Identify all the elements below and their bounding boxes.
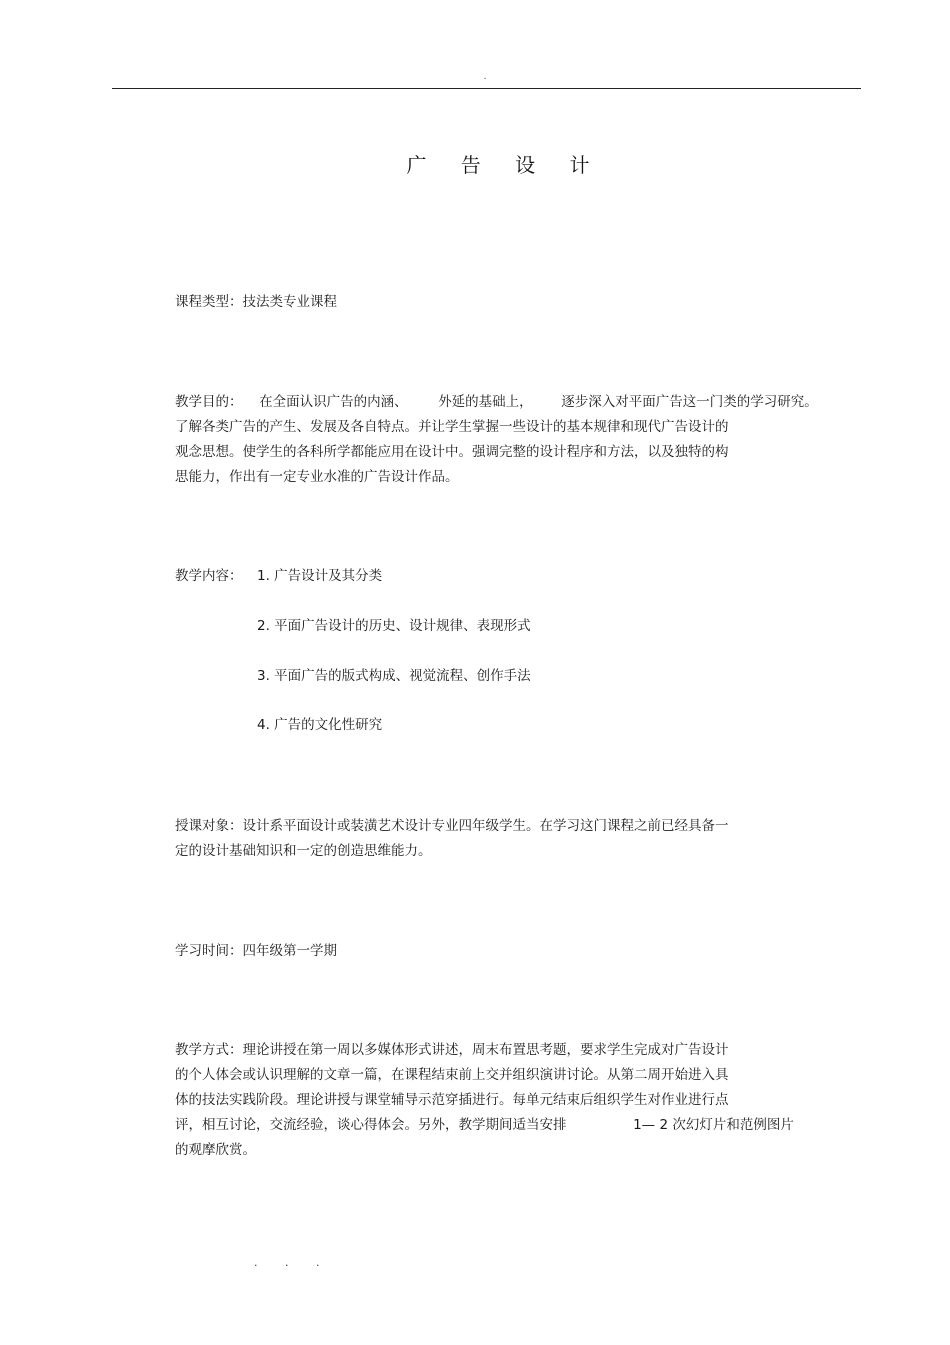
teaching-method-line-1: 教学方式：理论讲授在第一周以多媒体形式讲述，周末布置思考题，要求学生完成对广告设计 — [175, 1042, 729, 1058]
teaching-goal-line-2: 了解各类广告的产生、发展及各自特点。并让学生掌握一些设计的基本规律和现代广告设计的 — [175, 419, 729, 435]
teaching-content-label: 教学内容： — [175, 568, 243, 584]
teaching-goal-segment-2: 外延的基础上， — [438, 394, 533, 410]
teaching-content-item-1: 1. 广告设计及其分类 — [257, 568, 383, 584]
teaching-method-line-5: 的观摩欣赏。 — [175, 1142, 256, 1158]
document-title: 广 告 设 计 — [406, 153, 604, 177]
teaching-goal-line-3: 观念思想。使学生的各科所学都能应用在设计中。强调完整的设计程序和方法，以及独特的构 — [175, 444, 729, 460]
teaching-method-line-3: 体的技法实践阶段。理论讲授与课堂辅导示范穿插进行。每单元结束后组织学生对作业进行点 — [175, 1092, 729, 1108]
course-type-text: 课程类型：技法类专业课程 — [175, 294, 337, 310]
teaching-goal-section — [175, 390, 818, 490]
audience-line-1: 授课对象：设计系平面设计或装潢艺术设计专业四年级学生。在学习这门课程之前已经具备一 — [175, 818, 729, 834]
teaching-content-item-3: 3. 平面广告的版式构成、视觉流程、创作手法 — [257, 668, 531, 684]
header-rule — [112, 88, 861, 89]
study-time-text: 学习时间：四年级第一学期 — [175, 943, 337, 959]
study-time-section — [175, 939, 337, 964]
teaching-method-section — [175, 1038, 794, 1163]
audience-section — [175, 814, 729, 864]
audience-line-2: 定的设计基础知识和一定的创造思维能力。 — [175, 843, 432, 859]
teaching-goal-segment-1: 在全面认识广告的内涵、 — [259, 394, 408, 410]
teaching-method-line-4-part-2: 1— 2 次幻灯片和范例图片 — [633, 1117, 794, 1133]
teaching-goal-segment-3: 逐步深入对平面广告这一门类的学习研究。 — [561, 394, 818, 410]
course-type-section — [175, 290, 337, 315]
teaching-method-line-4 — [175, 1113, 794, 1138]
teaching-content-item-2: 2. 平面广告设计的历史、设计规律、表现形式 — [257, 618, 531, 634]
teaching-goal-line-1 — [175, 390, 818, 415]
teaching-method-line-2: 的个人体会或认识理解的文章一篇，在课程结束前上交并组织演讲讨论。从第二周开始进入具 — [175, 1067, 729, 1083]
teaching-method-line-4-part-1: 评，相互讨论，交流经验，谈心得体会。另外，教学期间适当安排 — [175, 1117, 567, 1133]
footer-dots: . . . — [254, 1256, 332, 1269]
header-mark: . — [483, 72, 487, 82]
teaching-content-item-4: 4. 广告的文化性研究 — [257, 717, 383, 733]
teaching-goal-line-4: 思能力，作出有一定专业水准的广告设计作品。 — [175, 469, 459, 485]
teaching-goal-label: 教学目的： — [175, 394, 243, 410]
